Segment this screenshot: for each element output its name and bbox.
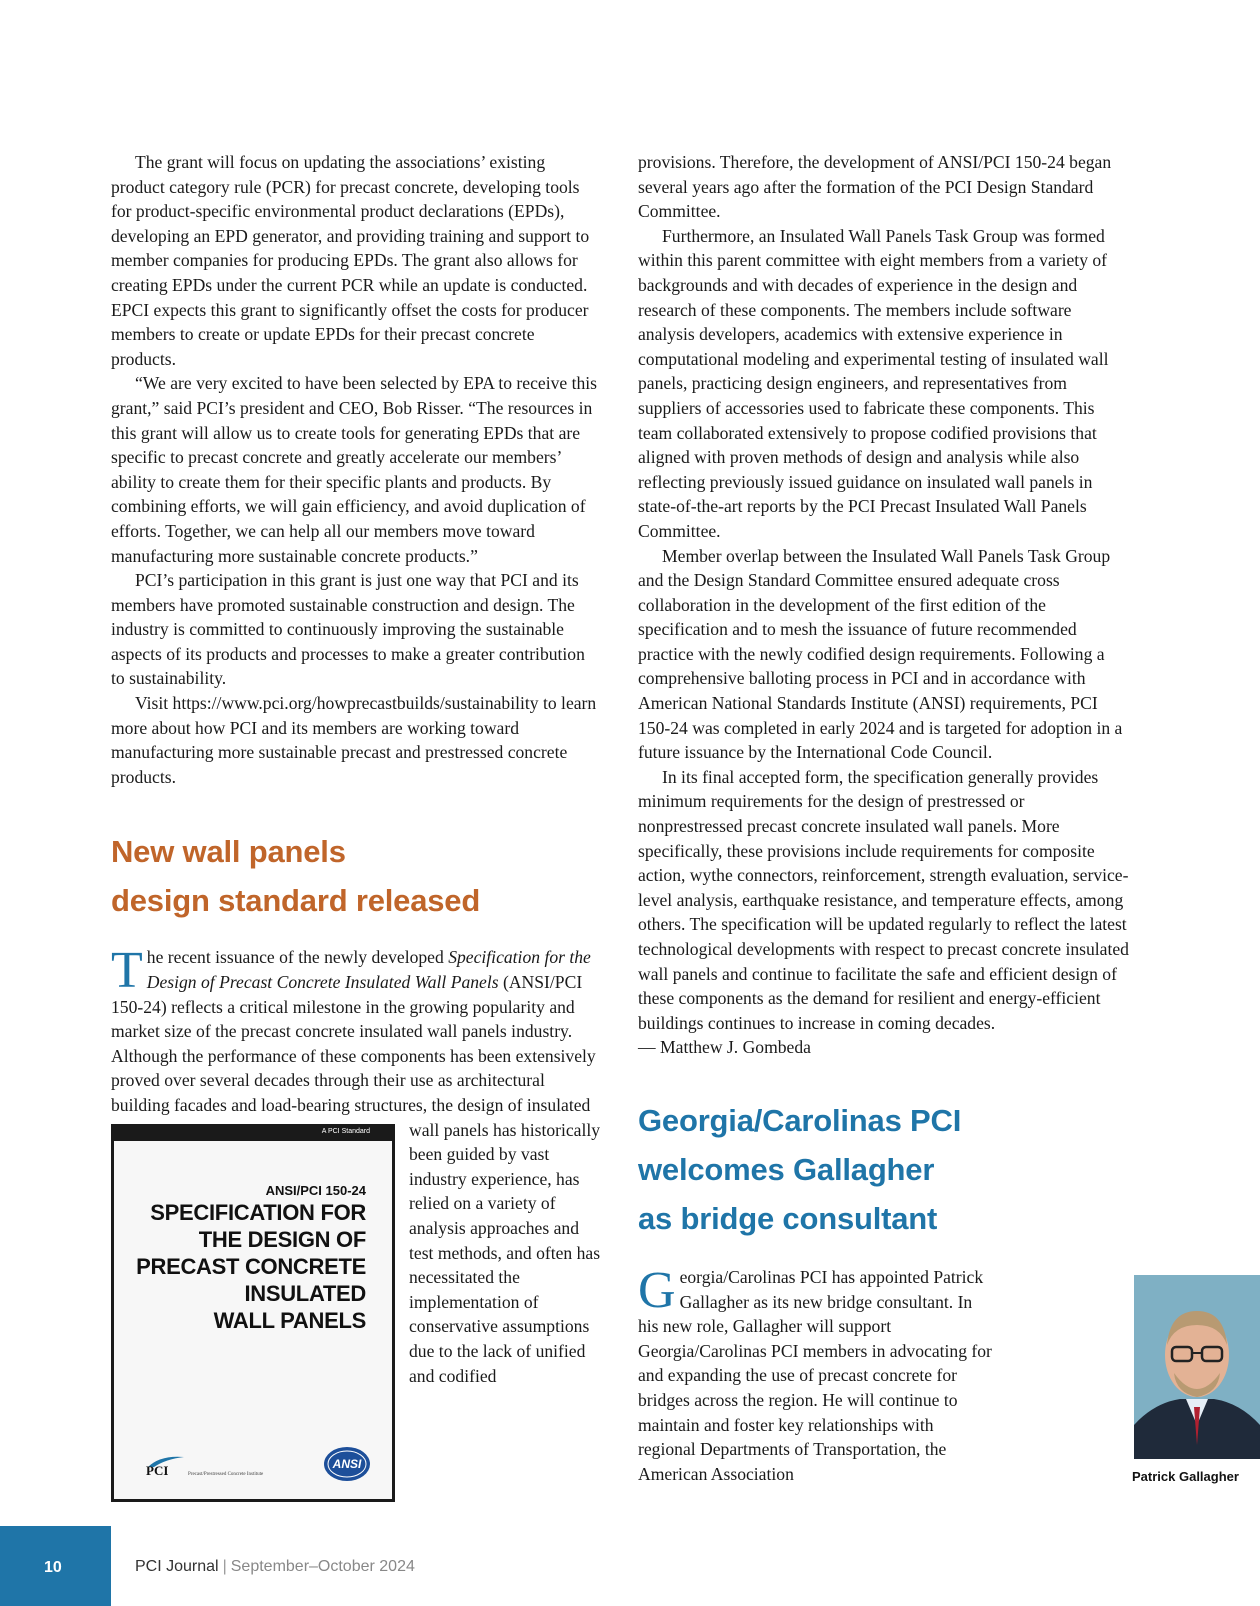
intro-word: of (296, 1045, 316, 1066)
intro-word: historically (516, 1119, 601, 1140)
body-paragraph: “We are very excited to have been selected by EPA to receive this grant,” said PCI’s president and CEO, Bob Risser. “The resources in this grant will allow us to create tools for generating EPDs that are specific to precast concrete and greatly accelerate our members’ ability to create them for their specific plants and products. By combining efforts, we will gain efficiency, and avoid duplication of efforts. Together, we can help all our members move toward manufacturing more sustainable concrete products.” (111, 373, 598, 566)
intro-word: has (551, 1168, 580, 1189)
body-paragraph: Member overlap between the Insulated Wall Panels Task Group and the Design Standard Committee ensured adequate cross collaboration in the development of the first edition of the specification and to mesh the issuance of future recommended practice with the newly codified design requirements. Following a comprehensive balloting process in PCI and in accordance with American National Standards Institute (ANSI) requirements, PCI 150-24 was completed in early 2024 and is targeted for adoption in a future issuance by the International Code Council. (638, 545, 1123, 763)
body-paragraph: Visit https://www.pci.org/howprecastbuilds/sustainability to learn more about how PCI and its members are working toward manufacturing more sustainable precast and prestressed concrete products. (111, 693, 597, 787)
intro-word: concrete (290, 1021, 355, 1042)
intro-word: to (434, 1340, 453, 1361)
intro-word: industry (409, 1168, 467, 1189)
intro-word: size (159, 1021, 192, 1042)
intro-word: lack (478, 1340, 513, 1361)
intro-word: implementation (409, 1291, 520, 1312)
photo-block (1134, 1275, 1260, 1483)
intro-word: been (409, 1144, 443, 1165)
intro-word: reflects (166, 996, 223, 1017)
intro-word: precast (236, 1021, 291, 1042)
cover-title-line: SPECIFICATION FOR (150, 1200, 366, 1225)
issue-date: September–October 2024 (230, 1558, 415, 1575)
intro-word: has (488, 1119, 517, 1140)
publication-name: PCI Journal (135, 1558, 219, 1575)
intro-word: the (177, 1045, 204, 1066)
intro-word: through (309, 1070, 369, 1091)
intro-word: approaches (465, 1217, 550, 1238)
photo-caption: Patrick Gallagher (1132, 1468, 1239, 1484)
intro-word: performance (203, 1045, 297, 1066)
cover-title-line: INSULATED (244, 1281, 366, 1306)
intro-word: these (315, 1045, 357, 1066)
pci-tagline: Precast/Prestressed Concrete Institute (188, 1472, 264, 1477)
intro-word: assumptions (497, 1316, 590, 1337)
cover-title-line: WALL PANELS (213, 1308, 366, 1333)
intro-italic-title: Specification for the Design of Precast Concrete Insulated Wall Panels (146, 947, 591, 993)
intro-word: and (549, 1217, 580, 1238)
body-paragraph: The grant will focus on updating the associations’ existing product category rule (PCR) for precast concrete, developing tools for product-specific environmental product declarations (EPDs), developing an EPD generator, and providing training and support to member companies for producing EPDs. The grant also allows for creating EPDs under the current PCR while an update is conducted. EPCI expects this grant to significantly offset the costs for producer members to create or update EPDs for their precast concrete products. (111, 152, 590, 369)
author-signature: — Matthew J. Gombeda (638, 1037, 811, 1058)
intro-word: use (405, 1070, 434, 1091)
intro-word: of (512, 1340, 532, 1361)
page-number: 10 (44, 1559, 62, 1576)
intro-word: a (222, 996, 236, 1017)
intro-word: test (409, 1242, 434, 1263)
right-column (638, 150, 1239, 1486)
intro-text: he recent issuance of the newly developed (146, 947, 449, 968)
heading-line: New wall panels (111, 834, 346, 870)
intro-word: popularity (468, 996, 545, 1017)
intro-word: industry. (506, 1021, 573, 1042)
intro-word: and (409, 1365, 435, 1386)
book-cover-face (114, 1127, 392, 1499)
intro-word: (ANSI/PCI (498, 972, 583, 993)
intro-word: Although (111, 1045, 178, 1066)
intro-word: architectural (452, 1070, 545, 1091)
ansi-logo-text: ANSI (332, 1457, 362, 1471)
intro-word: structures, (349, 1095, 428, 1115)
intro-word: insulated (354, 1021, 423, 1042)
intro-word: panels (457, 1021, 507, 1042)
heading-line: as bridge consultant (638, 1200, 938, 1236)
intro-word: panels (439, 1119, 489, 1140)
pci-logo-text: PCI (146, 1463, 169, 1478)
body-paragraph: In its final accepted form, the specification generally provides minimum requirements for the design of prestressed or nonprestressed precast concrete insulated wall panels. More specifically, these provisions include requirements for composite action, wythe connectors, reinforcement, strength evaluation, service-level analysis, earthquake resistance, and temperature effects, among others. The specification will be updated regularly to reflect the latest technological developments with respect to precast concrete insulated wall panels and continue to facilitate the safe and efficient design of these components as the demand for resilient and energy-efficient buildings continues to increase in coming decades. (638, 766, 1129, 1033)
book-cover-image (111, 1124, 395, 1502)
intro-word: several (195, 1070, 250, 1091)
heading-line: Georgia/Carolinas PCI (638, 1102, 962, 1138)
intro-word: building (111, 1095, 170, 1115)
heading-line: welcomes Gallagher (638, 1151, 935, 1187)
intro-word: their (368, 1070, 406, 1091)
intro-word: the (452, 1340, 479, 1361)
intro-word: necessitated (409, 1267, 494, 1288)
intro-word: design (453, 1095, 504, 1115)
intro-word: as (433, 1070, 453, 1091)
intro-word: load-bearing (256, 1095, 350, 1115)
intro-word: vast (516, 1144, 550, 1165)
intro-word: has (572, 1242, 601, 1263)
intro-word: the (427, 1095, 454, 1115)
intro-word: relied (409, 1193, 450, 1214)
drop-cap: G (638, 1261, 676, 1319)
intro-word: over (159, 1070, 196, 1091)
intro-word: in (361, 996, 380, 1017)
intro-word: insulated (522, 1095, 591, 1115)
intro-word: and (226, 1095, 257, 1115)
gallagher-article-body (638, 1261, 1239, 1486)
intro-word: due (409, 1340, 435, 1361)
portrait-photo (1134, 1275, 1260, 1459)
body-paragraph: PCI’s participation in this grant is just one way that PCI and its members have promoted sustainable construction and design. The industry is committed to continuously improving the sustainable aspects of its products and processes to make a greater contribution to sustainability. (111, 570, 585, 689)
ansi-logo-icon (322, 1445, 372, 1483)
footer-separator: | (222, 1558, 227, 1575)
intro-word: methods, (433, 1242, 502, 1263)
intro-word: market (111, 1021, 160, 1042)
intro-word: conservative (409, 1316, 498, 1337)
intro-word: of (191, 1021, 211, 1042)
intro-word: the (494, 1267, 520, 1288)
intro-word: codified (434, 1365, 497, 1386)
gallagher-paragraph (638, 1261, 992, 1486)
intro-word: wall (409, 1119, 440, 1140)
intro-word: milestone (288, 996, 362, 1017)
intro-word: growing (405, 996, 469, 1017)
intro-word: the (210, 1021, 237, 1042)
intro-word: proved (111, 1070, 160, 1091)
intro-word: wall (422, 1021, 458, 1042)
intro-word: 150-24) (111, 996, 167, 1017)
intro-word: been (473, 1045, 512, 1066)
intro-word: critical (235, 996, 289, 1017)
intro-word: unified (531, 1340, 586, 1361)
drop-cap: T (111, 942, 143, 1000)
body-paragraph: provisions. Therefore, the development of ANSI/PCI 150-24 began several years ago after the formation of the PCI Design Standard Committee. (638, 152, 1112, 222)
cover-title (126, 1199, 366, 1334)
cover-standard-code: ANSI/PCI 150-24 (265, 1183, 366, 1198)
intro-word: has (445, 1045, 474, 1066)
article-heading-gallagher (638, 1096, 1132, 1243)
intro-word: by (494, 1144, 517, 1165)
intro-word: extensively (511, 1045, 596, 1066)
body-paragraph: Furthermore, an Insulated Wall Panels Task Group was formed within this parent committee with eight members from a variety of backgrounds and with decades of experience in the design and research of these components. The members include software analysis developers, academics with extensive experience in computational modeling and experimental testing of insulated wall panels, practicing design engineers, and representatives from suppliers of accessories used to fabricate these components. This team collaborated extensively to propose codified provisions that aligned with proven methods of design and analysis while also reflecting previously issued guidance on insulated wall panels in state-of-the-art reports by the PCI Precast Insulated Wall Panels Committee. (638, 225, 1109, 541)
intro-word: on (449, 1193, 472, 1214)
intro-word: facades (169, 1095, 227, 1115)
intro-word: components (356, 1045, 446, 1066)
cover-top-band (114, 1127, 392, 1141)
article-heading-wall-panels (111, 827, 601, 925)
intro-word: often (531, 1242, 573, 1263)
footer-publication (135, 1558, 415, 1576)
heading-line: design standard released (111, 883, 481, 919)
intro-word: decades (249, 1070, 310, 1091)
cover-title-line: THE DESIGN OF (198, 1227, 366, 1252)
intro-word: the (379, 996, 406, 1017)
cover-band-text: A PCI Standard (321, 1128, 370, 1135)
intro-word: of (503, 1095, 523, 1115)
gallagher-text: eorgia/Carolinas PCI has appointed Patrick Gallagher as its new bridge consultant. In his new role, Gallagher will support Georgia/Carolinas PCI members in advocating for and expanding the use of precast concrete for bridges across the region. He will continue to maintain and foster key relationships with regional Departments of Transportation, the American Association (638, 1266, 992, 1484)
intro-word: and (501, 1242, 532, 1263)
intro-word: of (519, 1291, 539, 1312)
intro-word: a (471, 1193, 484, 1214)
intro-word: of (536, 1193, 556, 1214)
intro-word: guided (442, 1144, 495, 1165)
intro-word: experience, (466, 1168, 552, 1189)
intro-word: and (544, 996, 575, 1017)
intro-word: analysis (409, 1217, 466, 1238)
intro-word: variety (483, 1193, 537, 1214)
cover-title-line: PRECAST CONCRETE (136, 1254, 366, 1279)
